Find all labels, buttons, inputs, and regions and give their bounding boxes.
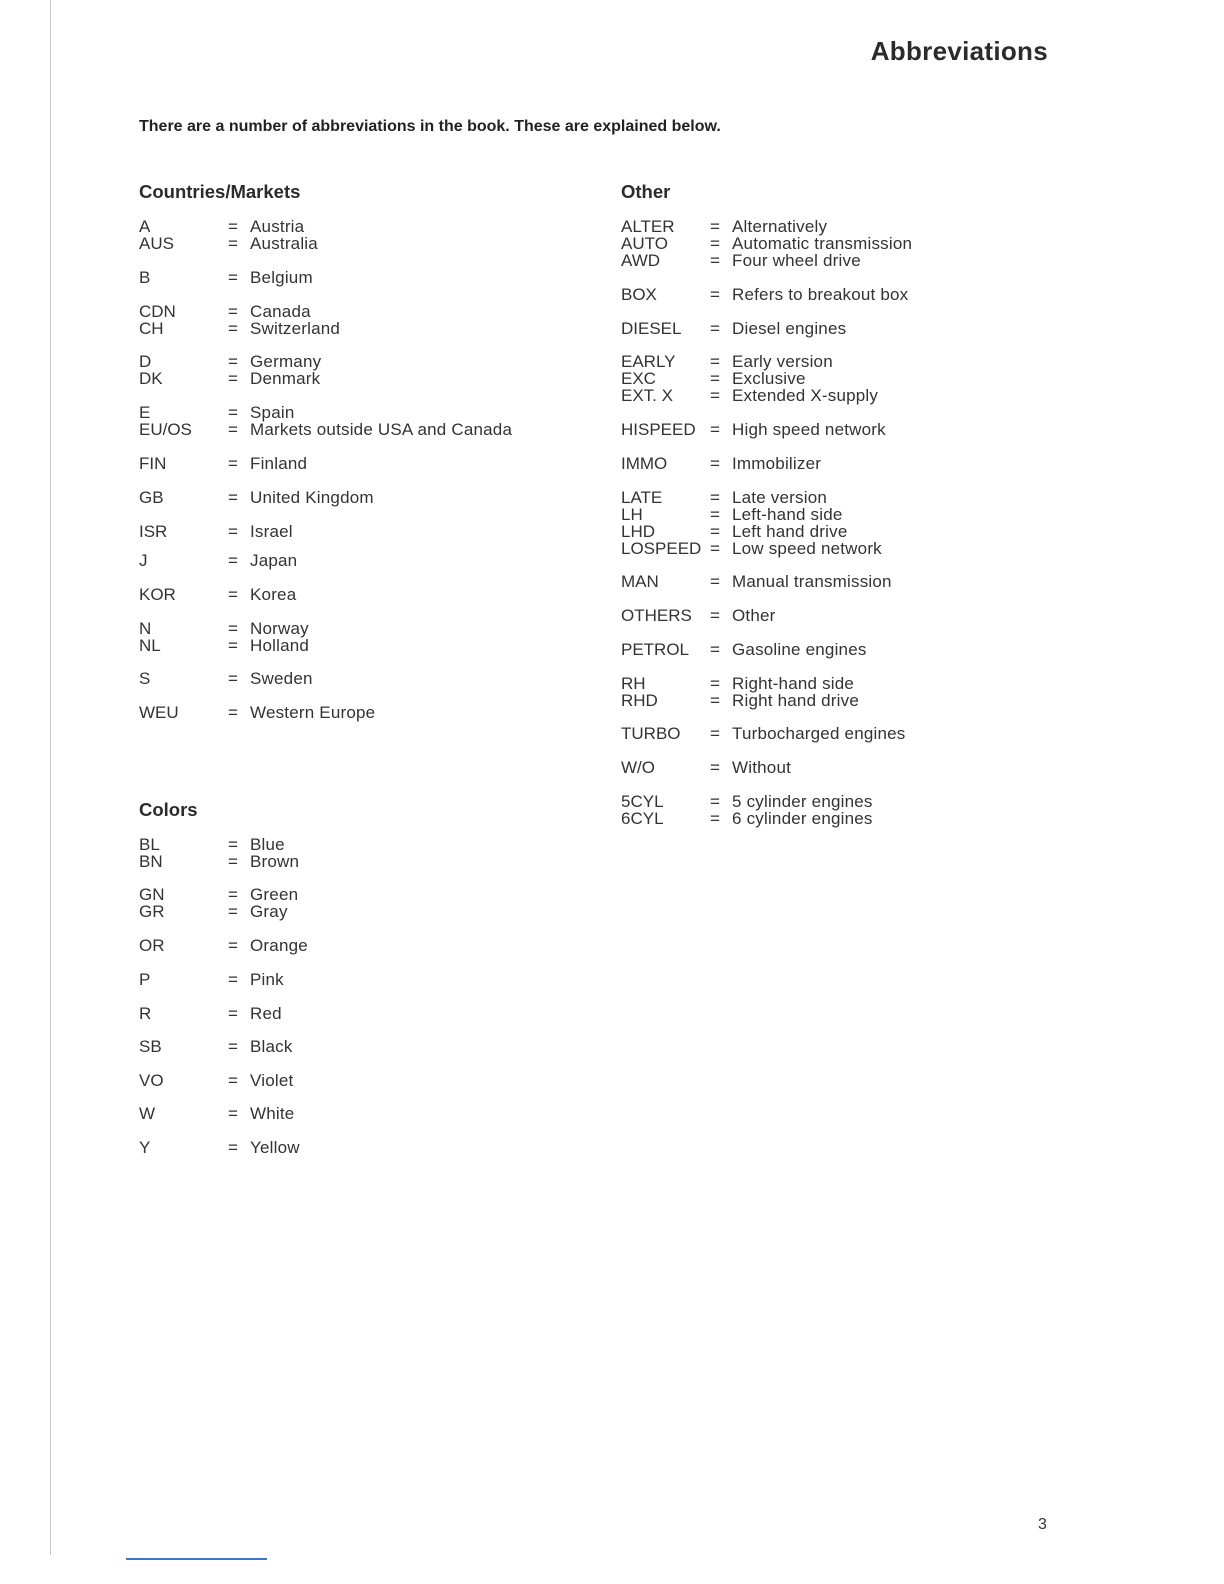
abbreviation-code: EARLY [621, 352, 676, 371]
page-number: 3 [1038, 1516, 1047, 1533]
abbreviation-meaning: Pink [250, 970, 284, 989]
abbreviation-code: FIN [139, 454, 167, 473]
abbreviation-meaning: Brown [250, 852, 300, 871]
abbreviation-code: KOR [139, 585, 176, 604]
page-title: Abbreviations [870, 36, 1048, 66]
abbreviation-meaning: Late version [732, 488, 828, 507]
abbreviation-code: DK [139, 369, 163, 388]
equals-sign: = [710, 420, 720, 439]
abbreviation-meaning: Orange [250, 936, 308, 955]
equals-sign: = [228, 403, 238, 422]
abbreviation-code: AUS [139, 234, 174, 253]
abbreviation-code: LH [621, 505, 643, 524]
equals-sign: = [710, 724, 720, 743]
equals-sign: = [710, 369, 720, 388]
page-margin-line [50, 0, 51, 1555]
abbreviation-code: S [139, 669, 151, 688]
equals-sign: = [710, 792, 720, 811]
equals-sign: = [228, 1004, 238, 1023]
abbreviation-meaning: Alternatively [732, 217, 828, 236]
abbreviation-code: BL [139, 835, 160, 854]
abbreviation-meaning: United Kingdom [250, 488, 374, 507]
abbreviation-meaning: Refers to breakout box [732, 285, 909, 304]
equals-sign: = [228, 703, 238, 722]
abbreviation-meaning: Sweden [250, 669, 313, 688]
equals-sign: = [228, 268, 238, 287]
equals-sign: = [228, 619, 238, 638]
abbreviation-meaning: Extended X-supply [732, 386, 879, 405]
abbreviation-code: EXC [621, 369, 656, 388]
abbreviation-meaning: Australia [250, 234, 318, 253]
abbreviation-code: HISPEED [621, 420, 696, 439]
abbreviation-meaning: Finland [250, 454, 308, 473]
equals-sign: = [710, 606, 720, 625]
equals-sign: = [710, 454, 720, 473]
abbreviation-meaning: Spain [250, 403, 295, 422]
abbreviation-code: CH [139, 319, 164, 338]
abbreviation-code: GR [139, 902, 165, 921]
abbreviation-code: LATE [621, 488, 663, 507]
abbreviation-code: ALTER [621, 217, 675, 236]
equals-sign: = [228, 636, 238, 655]
equals-sign: = [710, 505, 720, 524]
equals-sign: = [710, 488, 720, 507]
abbreviation-meaning: Automatic transmission [732, 234, 913, 253]
abbreviation-code: TURBO [621, 724, 681, 743]
equals-sign: = [228, 319, 238, 338]
abbreviation-meaning: Diesel engines [732, 319, 847, 338]
abbreviation-code: IMMO [621, 454, 668, 473]
abbreviation-meaning: Norway [250, 619, 309, 638]
abbreviation-meaning: Austria [250, 217, 305, 236]
equals-sign: = [228, 522, 238, 541]
other-section [621, 181, 961, 828]
abbreviation-code: RHD [621, 691, 658, 710]
abbreviation-meaning: Four wheel drive [732, 251, 861, 270]
abbreviation-meaning: Early version [732, 352, 833, 371]
abbreviation-meaning: Belgium [250, 268, 313, 287]
section-heading: Countries/Markets [139, 181, 301, 202]
equals-sign: = [228, 885, 238, 904]
abbreviation-meaning: High speed network [732, 420, 886, 439]
equals-sign: = [228, 1037, 238, 1056]
abbreviation-code: BOX [621, 285, 657, 304]
abbreviation-code: E [139, 403, 151, 422]
equals-sign: = [228, 1071, 238, 1090]
equals-sign: = [228, 585, 238, 604]
abbreviation-meaning: Canada [250, 302, 311, 321]
abbreviation-code: VO [139, 1071, 164, 1090]
footer-accent-line [126, 1558, 267, 1560]
equals-sign: = [228, 669, 238, 688]
abbreviation-code: CDN [139, 302, 176, 321]
abbreviation-code: N [139, 619, 152, 638]
abbreviation-meaning: Markets outside USA and Canada [250, 420, 513, 439]
equals-sign: = [228, 488, 238, 507]
abbreviation-meaning: Holland [250, 636, 310, 655]
abbreviation-code: 6CYL [621, 809, 664, 828]
abbreviation-meaning: Gray [250, 902, 288, 921]
abbreviation-code: BN [139, 852, 163, 871]
intro-text: There are a number of abbreviations in the book. These are explained below. [139, 118, 721, 135]
equals-sign: = [710, 572, 720, 591]
abbreviation-meaning: Right-hand side [732, 674, 855, 693]
abbreviation-meaning: 5 cylinder engines [732, 792, 873, 811]
equals-sign: = [228, 902, 238, 921]
abbreviation-code: RH [621, 674, 646, 693]
abbreviation-meaning: Black [250, 1037, 293, 1056]
abbreviation-code: LOSPEED [621, 539, 702, 558]
abbreviation-meaning: Yellow [250, 1138, 300, 1157]
equals-sign: = [710, 251, 720, 270]
abbreviation-meaning: Korea [250, 585, 297, 604]
abbreviation-code: B [139, 268, 151, 287]
equals-sign: = [228, 420, 238, 439]
abbreviation-meaning: Exclusive [732, 369, 806, 388]
equals-sign: = [228, 302, 238, 321]
equals-sign: = [228, 1138, 238, 1157]
equals-sign: = [710, 352, 720, 371]
equals-sign: = [710, 386, 720, 405]
countries-markets-section [139, 181, 579, 721]
equals-sign: = [228, 352, 238, 371]
equals-sign: = [228, 852, 238, 871]
abbreviation-code: DIESEL [621, 319, 682, 338]
abbreviation-meaning: 6 cylinder engines [732, 809, 873, 828]
abbreviation-code: W/O [621, 758, 655, 777]
abbreviation-code: OTHERS [621, 606, 692, 625]
equals-sign: = [228, 454, 238, 473]
abbreviation-code: 5CYL [621, 792, 664, 811]
abbreviation-meaning: Switzerland [250, 319, 341, 338]
abbreviation-meaning: Other [732, 606, 776, 625]
abbreviation-code: OR [139, 936, 165, 955]
abbreviation-meaning: Germany [250, 352, 322, 371]
abbreviation-meaning: Gasoline engines [732, 640, 867, 659]
abbreviation-code: J [139, 551, 148, 570]
abbreviation-code: EXT. X [621, 386, 673, 405]
abbreviation-meaning: Manual transmission [732, 572, 892, 591]
abbreviation-code: MAN [621, 572, 659, 591]
abbreviation-code: P [139, 970, 151, 989]
abbreviation-code: ISR [139, 522, 168, 541]
equals-sign: = [710, 674, 720, 693]
equals-sign: = [228, 970, 238, 989]
section-heading: Colors [139, 799, 198, 820]
abbreviation-code: LHD [621, 522, 656, 541]
equals-sign: = [710, 809, 720, 828]
abbreviation-meaning: Red [250, 1004, 282, 1023]
abbreviation-code: SB [139, 1037, 162, 1056]
equals-sign: = [228, 551, 238, 570]
abbreviation-code: A [139, 217, 151, 236]
abbreviation-code: GB [139, 488, 164, 507]
equals-sign: = [710, 522, 720, 541]
abbreviation-code: R [139, 1004, 152, 1023]
abbreviation-meaning: Israel [250, 522, 293, 541]
equals-sign: = [228, 369, 238, 388]
abbreviation-meaning: Left-hand side [732, 505, 843, 524]
equals-sign: = [228, 234, 238, 253]
equals-sign: = [228, 1104, 238, 1123]
abbreviation-code: NL [139, 636, 161, 655]
abbreviation-meaning: Immobilizer [732, 454, 822, 473]
equals-sign: = [228, 936, 238, 955]
abbreviation-code: Y [139, 1138, 151, 1157]
abbreviation-meaning: Right hand drive [732, 691, 859, 710]
abbreviation-meaning: Low speed network [732, 539, 882, 558]
equals-sign: = [710, 234, 720, 253]
section-heading: Other [621, 181, 671, 202]
abbreviation-code: AUTO [621, 234, 668, 253]
equals-sign: = [710, 285, 720, 304]
abbreviation-meaning: Blue [250, 835, 285, 854]
equals-sign: = [710, 539, 720, 558]
abbreviation-meaning: Violet [250, 1071, 294, 1090]
abbreviation-meaning: Denmark [250, 369, 321, 388]
abbreviation-code: GN [139, 885, 165, 904]
equals-sign: = [710, 319, 720, 338]
equals-sign: = [710, 217, 720, 236]
equals-sign: = [710, 691, 720, 710]
equals-sign: = [710, 640, 720, 659]
abbreviation-meaning: Western Europe [250, 703, 376, 722]
abbreviation-code: PETROL [621, 640, 690, 659]
abbreviation-meaning: Japan [250, 551, 298, 570]
abbreviation-meaning: Left hand drive [732, 522, 848, 541]
abbreviation-code: EU/OS [139, 420, 192, 439]
equals-sign: = [228, 835, 238, 854]
abbreviation-meaning: Turbocharged engines [732, 724, 906, 743]
equals-sign: = [710, 758, 720, 777]
abbreviation-meaning: Without [732, 758, 792, 777]
colors-section [139, 799, 439, 1159]
equals-sign: = [228, 217, 238, 236]
abbreviation-meaning: White [250, 1104, 295, 1123]
abbreviation-meaning: Green [250, 885, 299, 904]
abbreviation-code: WEU [139, 703, 179, 722]
abbreviation-code: D [139, 352, 152, 371]
abbreviation-code: AWD [621, 251, 661, 270]
abbreviation-code: W [139, 1104, 156, 1123]
